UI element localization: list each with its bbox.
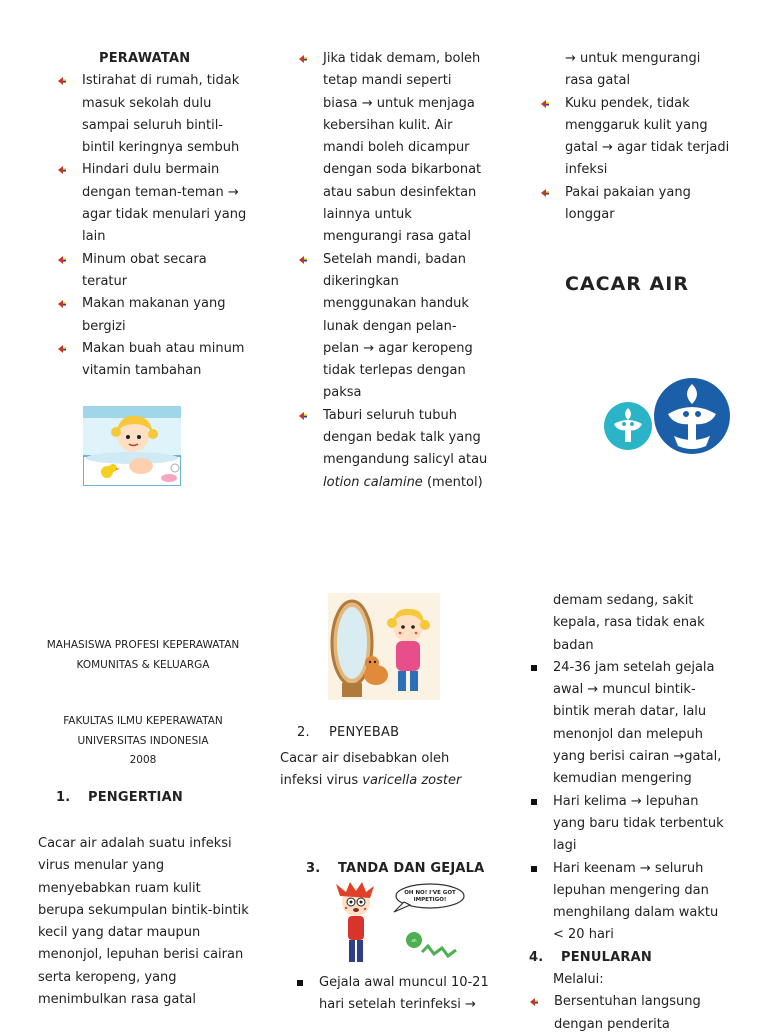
arrow-bullet-icon bbox=[298, 411, 308, 421]
penularan-intro: Melalui: bbox=[553, 972, 604, 988]
list-item-line: Minum obat secara bbox=[82, 251, 207, 267]
list-item-line bbox=[323, 472, 508, 494]
list-item-line: tidak terlepas dengan bbox=[323, 363, 466, 379]
list-item-line: dengan teman-teman → bbox=[82, 184, 239, 200]
list-item-line: Hari kelima → lepuhan bbox=[553, 793, 699, 809]
list-item-line: dengan soda bikarbonat bbox=[323, 162, 482, 178]
list-item-line: Makan buah atau minum bbox=[82, 340, 245, 356]
leaflet-title: CACAR AIR bbox=[565, 273, 689, 295]
list-item-line: 24-36 jam setelah gejala bbox=[553, 659, 715, 675]
tanda-gejala-list-wrap bbox=[295, 972, 495, 1017]
list-item-line: pelan → agar keropeng bbox=[323, 340, 473, 356]
list-item-line: Setelah mandi, badan bbox=[323, 251, 466, 267]
list-item bbox=[295, 972, 495, 1017]
penyebab-line-1: Cacar air disebabkan oleh bbox=[280, 751, 450, 766]
gejala-list-continued bbox=[529, 657, 749, 947]
list-item bbox=[57, 159, 257, 248]
faculty-block bbox=[38, 712, 248, 771]
list-item-line: Hari keenam → seluruh bbox=[553, 860, 704, 876]
list-item-line: kemudian mengering bbox=[553, 771, 692, 787]
text-line: Cacar air adalah suatu infeksi bbox=[38, 836, 232, 851]
list-item-line: teratur bbox=[82, 273, 128, 289]
impetigo-cartoon-illustration bbox=[332, 882, 466, 968]
text-line: menyebabkan ruam kulit bbox=[38, 880, 201, 896]
list-item bbox=[540, 182, 750, 227]
speech-bubble bbox=[394, 884, 464, 912]
section-title: PENULARAN bbox=[561, 949, 652, 965]
list-item-line: bintil keringnya sembuh bbox=[82, 140, 240, 156]
list-item-line: Istirahat di rumah, tidak bbox=[82, 73, 240, 89]
section-number: 2. bbox=[297, 725, 310, 740]
list-item-line: mengandung salicyl atau bbox=[323, 452, 488, 468]
text-line: badan bbox=[553, 637, 594, 653]
list-item-line: biasa → untuk menjaga bbox=[323, 95, 475, 111]
list-item-line: < 20 hari bbox=[553, 927, 614, 943]
list-item bbox=[529, 991, 749, 1036]
section-penularan-heading bbox=[529, 947, 749, 969]
virus-name: varicella zoster bbox=[362, 773, 462, 789]
text-line: serta keropeng, yang bbox=[38, 969, 177, 985]
perawatan-list-end bbox=[540, 93, 750, 227]
arrow-bullet-icon bbox=[540, 188, 550, 198]
list-item-line: Jika tidak demam, boleh bbox=[323, 51, 481, 66]
list-item-line: bintik merah datar, lalu bbox=[553, 704, 707, 720]
university-line: UNIVERSITAS INDONESIA bbox=[77, 734, 209, 747]
list-item-line: agar tidak menulari yang bbox=[82, 207, 247, 223]
section-title: TANDA DAN GEJALA bbox=[338, 861, 485, 876]
list-item-line: kebersihan kulit. Air bbox=[323, 117, 453, 133]
arrow-bullet-icon bbox=[57, 299, 67, 309]
tanda-gejala-list bbox=[295, 972, 495, 1017]
mentol-note: (mentol) bbox=[422, 474, 483, 490]
list-item-line: lainnya untuk bbox=[323, 207, 412, 223]
text-line: demam sedang, sakit bbox=[553, 593, 694, 608]
list-item-line: dengan bedak talk yang bbox=[323, 430, 481, 446]
perawatan-heading: PERAWATAN bbox=[99, 51, 191, 66]
text-line: kepala, rasa tidak enak bbox=[553, 615, 705, 631]
list-item-line: menggunakan handuk bbox=[323, 296, 469, 312]
list-item-line: yang berisi cairan →gatal, bbox=[553, 749, 722, 765]
square-bullet-icon bbox=[531, 866, 537, 872]
section-pengertian-heading bbox=[56, 790, 183, 805]
list-item-line: mandi boleh dicampur bbox=[323, 140, 470, 156]
list-item-line: lunak dengan pelan- bbox=[323, 318, 457, 334]
svg-text:IMPETIGO!: IMPETIGO! bbox=[413, 897, 447, 903]
cover-column bbox=[540, 48, 750, 226]
list-item-line: hari setelah terinfeksi → bbox=[319, 997, 476, 1013]
section-title: PENYEBAB bbox=[329, 725, 400, 740]
penularan-list bbox=[529, 991, 749, 1036]
section-penyebab-heading bbox=[297, 725, 399, 740]
svg-text:OH NO! I'VE GOT: OH NO! I'VE GOT bbox=[404, 890, 456, 896]
list-item bbox=[540, 93, 750, 182]
list-item bbox=[529, 657, 749, 791]
arrow-bullet-icon bbox=[529, 997, 539, 1007]
bath-girl-illustration bbox=[83, 406, 181, 486]
text-line: → untuk mengurangi bbox=[565, 51, 701, 66]
list-item-line: dengan penderita bbox=[554, 1016, 670, 1032]
list-item-line: dikeringkan bbox=[323, 273, 399, 289]
list-item bbox=[57, 70, 257, 159]
text-line: menimbulkan rasa gatal bbox=[38, 992, 196, 1008]
list-item-line: vitamin tambahan bbox=[82, 363, 202, 379]
list-item-line: bergizi bbox=[82, 318, 126, 334]
list-item-line: menggaruk kulit yang bbox=[565, 117, 708, 133]
list-item bbox=[57, 338, 257, 383]
square-bullet-icon bbox=[531, 665, 537, 671]
list-item-line: lagi bbox=[553, 838, 577, 854]
arrow-bullet-icon bbox=[57, 344, 67, 354]
text-line: berupa sekumpulan bintik-bintik bbox=[38, 902, 249, 918]
arrow-bullet-icon bbox=[298, 255, 308, 265]
continued-text bbox=[540, 48, 750, 93]
pengertian-body bbox=[38, 833, 258, 1011]
gejala-continued-text bbox=[529, 590, 749, 657]
square-bullet-icon bbox=[531, 799, 537, 805]
list-item-line: yang baru tidak terbentuk bbox=[553, 815, 724, 831]
penyebab-line-2 bbox=[280, 770, 500, 792]
university-logo bbox=[602, 374, 732, 460]
perawatan-list-continued bbox=[298, 48, 508, 494]
girl-mirror-illustration bbox=[328, 593, 440, 700]
section-title: PENGERTIAN bbox=[88, 790, 183, 805]
gejala-continued-column bbox=[529, 590, 749, 1036]
arrow-bullet-icon bbox=[540, 99, 550, 109]
list-item-line: Pakai pakaian yang bbox=[565, 184, 691, 200]
square-bullet-icon bbox=[297, 980, 303, 986]
org-line-2: KOMUNITAS & KELUARGA bbox=[76, 658, 210, 671]
svg-text:ah: ah bbox=[411, 938, 417, 943]
list-item-line: masuk sekolah dulu bbox=[82, 95, 212, 111]
list-item-line: mengurangi rasa gatal bbox=[323, 229, 472, 245]
list-item-line: lepuhan mengering dan bbox=[553, 882, 709, 898]
list-item-line: Hindari dulu bermain bbox=[82, 162, 220, 178]
list-item bbox=[298, 249, 508, 405]
list-item-line: atau sabun desinfektan bbox=[323, 184, 477, 200]
arrow-bullet-icon bbox=[57, 165, 67, 175]
perawatan-continued-column bbox=[298, 48, 508, 494]
list-item-line: Taburi seluruh tubuh bbox=[323, 407, 457, 423]
section-tanda-gejala-heading bbox=[306, 861, 484, 876]
organization-block bbox=[38, 636, 248, 675]
list-item-line: menghilang dalam waktu bbox=[553, 905, 719, 921]
penyebab-plain: infeksi virus bbox=[280, 773, 363, 789]
list-item-line: tetap mandi seperti bbox=[323, 73, 452, 89]
list-item-line: Gejala awal muncul 10-21 bbox=[319, 975, 489, 990]
list-item bbox=[57, 293, 257, 338]
list-item-line: menonjol dan melepuh bbox=[553, 726, 703, 742]
list-item-line: gatal → agar tidak terjadi bbox=[565, 140, 730, 156]
list-item-line: awal → muncul bintik- bbox=[553, 682, 696, 698]
list-item bbox=[298, 48, 508, 249]
perawatan-list bbox=[57, 70, 257, 382]
section-number: 4. bbox=[529, 949, 544, 965]
list-item bbox=[529, 858, 749, 947]
text-line: rasa gatal bbox=[565, 73, 631, 89]
list-item-line: longgar bbox=[565, 207, 615, 223]
arrow-bullet-icon bbox=[57, 255, 67, 265]
list-item bbox=[57, 249, 257, 294]
arrow-bullet-icon bbox=[298, 54, 308, 64]
list-item bbox=[529, 791, 749, 858]
text-line: kecil yang datar maupun bbox=[38, 925, 201, 941]
text-line: virus menular yang bbox=[38, 858, 165, 874]
lotion-name: lotion calamine bbox=[323, 474, 423, 490]
arrow-bullet-icon bbox=[57, 76, 67, 86]
list-item-line: infeksi bbox=[565, 162, 608, 178]
list-item-line: Bersentuhan langsung bbox=[554, 994, 701, 1010]
faculty-line: FAKULTAS ILMU KEPERAWATAN bbox=[63, 715, 223, 727]
section-number: 3. bbox=[306, 861, 321, 876]
list-item-line: lain bbox=[82, 229, 106, 245]
list-item-line: Kuku pendek, tidak bbox=[565, 95, 690, 111]
org-line-1: MAHASISWA PROFESI KEPERAWATAN bbox=[46, 639, 240, 651]
penyebab-body bbox=[280, 748, 500, 793]
list-item-line: sampai seluruh bintil- bbox=[82, 117, 224, 133]
list-item-line: paksa bbox=[323, 385, 362, 401]
text-line: menonjol, lepuhan berisi cairan bbox=[38, 947, 244, 963]
list-item-line: Makan makanan yang bbox=[82, 296, 226, 312]
list-item bbox=[298, 405, 508, 494]
section-number: 1. bbox=[56, 790, 71, 805]
perawatan-column bbox=[57, 48, 257, 382]
year-line: 2008 bbox=[129, 754, 157, 766]
